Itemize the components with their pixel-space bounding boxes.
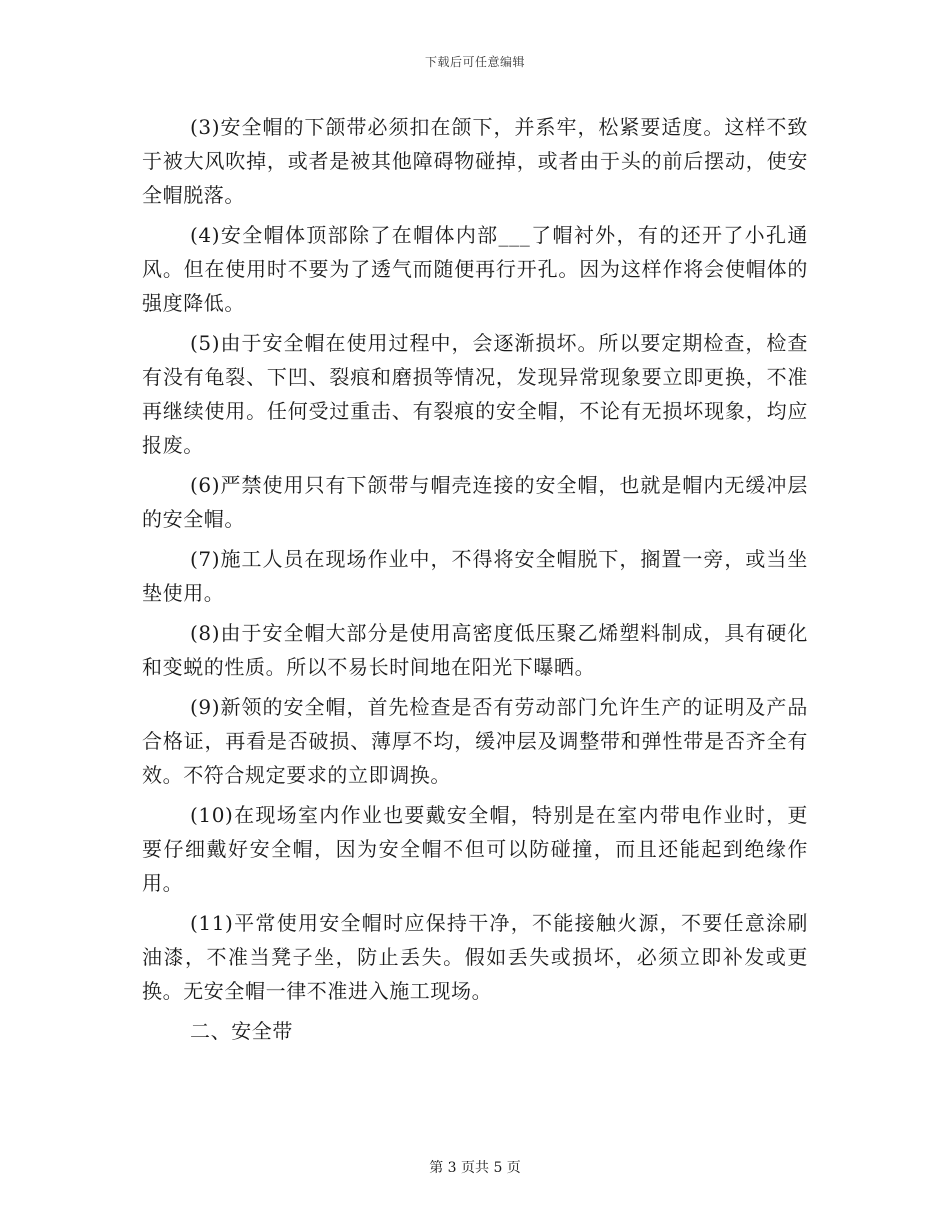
section-heading-safety-belt: 二、安全带: [190, 1019, 293, 1043]
paragraph-5: (5)由于安全帽在使用过程中，会逐渐损坏。所以要定期检查，检查有没有龟裂、下凹、裂痕和磨损等情况，发现异常现象要立即更换，不准再继续使用。任何受过重击、有裂痕的安全帽，不论有无损坏现象，均应报废。: [142, 331, 808, 457]
paragraph-9: (9)新领的安全帽，首先检查是否有劳动部门允许生产的证明及产品合格证，再看是否破损、薄厚不均，缓冲层及调整带和弹性带是否齐全有效。不符合规定要求的立即调换。: [142, 695, 808, 787]
paragraph-3: (3)安全帽的下颌带必须扣在颌下，并系牢，松紧要适度。这样不致于被大风吹掉，或者是被其他障碍物碰掉，或者由于头的前后摆动，使安全帽脱落。: [142, 115, 808, 207]
document-body: [142, 110, 808, 1048]
paragraph-4: (4)安全帽体顶部除了在帽体内部___了帽衬外，有的还开了小孔通风。但在使用时不要为了透气而随便再行开孔。因为这样作将会使帽体的强度降低。: [142, 223, 808, 315]
paragraph-11: (11)平常使用安全帽时应保持干净，不能接触火源，不要任意涂刷油漆，不准当凳子坐，防止丢失。假如丢失或损坏，必须立即补发或更换。无安全帽一律不准进入施工现场。: [142, 911, 808, 1003]
paragraph-8: (8)由于安全帽大部分是使用高密度低压聚乙烯塑料制成，具有硬化和变蜕的性质。所以不易长时间地在阳光下曝晒。: [142, 621, 808, 679]
page-number: 第 3 页共 5 页: [429, 1160, 521, 1176]
paragraph-10: (10)在现场室内作业也要戴安全帽，特别是在室内带电作业时，更要仔细戴好安全帽，因为安全帽不但可以防碰撞，而且还能起到绝缘作用。: [142, 803, 808, 895]
paragraph-6: (6)严禁使用只有下颌带与帽壳连接的安全帽，也就是帽内无缓冲层的安全帽。: [142, 473, 808, 531]
paragraph-7: (7)施工人员在现场作业中，不得将安全帽脱下，搁置一旁，或当坐垫使用。: [142, 547, 808, 605]
page-header: 下载后可任意编辑: [424, 55, 525, 69]
